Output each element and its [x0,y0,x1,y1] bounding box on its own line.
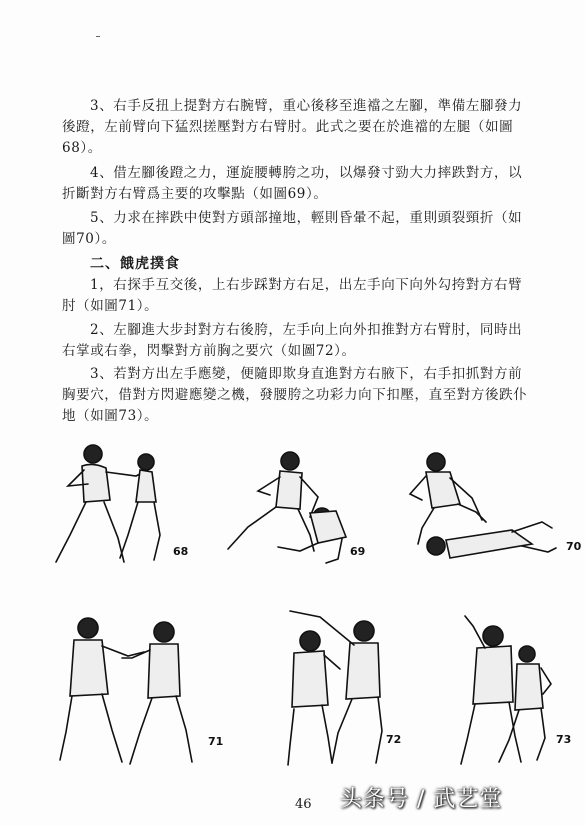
figure-71-number: 71 [208,735,224,748]
paragraph-tiger-step-3: 3、若對方出左手應變，便隨即欺身直進對方右腋下，右手扣抓對方前胸要穴，借對方閃避應變之機，發腰胯之功彩力向下扣壓，直至對方後跌仆地（如圖73）。 [62,366,528,424]
figure-72-number: 72 [386,733,402,746]
page-number: 46 [295,797,312,812]
scan-mark [96,36,100,37]
figure-70-illustration [402,448,562,568]
figure-69-illustration [218,447,358,567]
section-heading: 二、餓虎撲食 [90,256,180,272]
figure-69-number: 69 [350,545,366,558]
paragraph-step-4: 4、借左腳後蹬之力，運旋腰轉胯之功，以爆發寸勁大力摔跌對方，以折斷對方右臂爲主要的攻擊點（如圖69）。 [62,165,523,202]
paragraph-tiger-step-1: 1，右探手互交後，上右步踩對方右足，出左手向下向外勾挎對方右臂肘（如圖71）。 [62,277,523,314]
watermark: 头条号 / 武艺堂 [340,787,503,812]
figure-68-number: 68 [173,545,189,558]
paragraph-step-5: 5、力求在摔跌中使對方頭部撞地，輕則昏暈不起，重則頭裂頸折（如圖70）。 [62,210,523,247]
figure-70-number: 70 [566,540,582,553]
figure-73-number: 73 [556,733,572,746]
figure-68-illustration [48,440,178,570]
paragraph-tiger-step-2: 2、左腳進大步封對方右後胯，左手向上向外扣推對方右臂肘，同時出右掌或右拳，閃擊對方前胸之要穴（如圖72）。 [62,322,523,359]
figure-71-illustration [52,612,212,772]
paragraph-step-3: 3、右手反扭上提對方右腕臂，重心後移至進襠之左腳，準備左腳發力後蹬，左前臂向下猛烈搓壓對方右臂肘。此式之要在於進襠的左腿（如圖68）。 [62,98,523,156]
figure-73-illustration [455,612,555,772]
figure-72-illustration [280,605,390,770]
